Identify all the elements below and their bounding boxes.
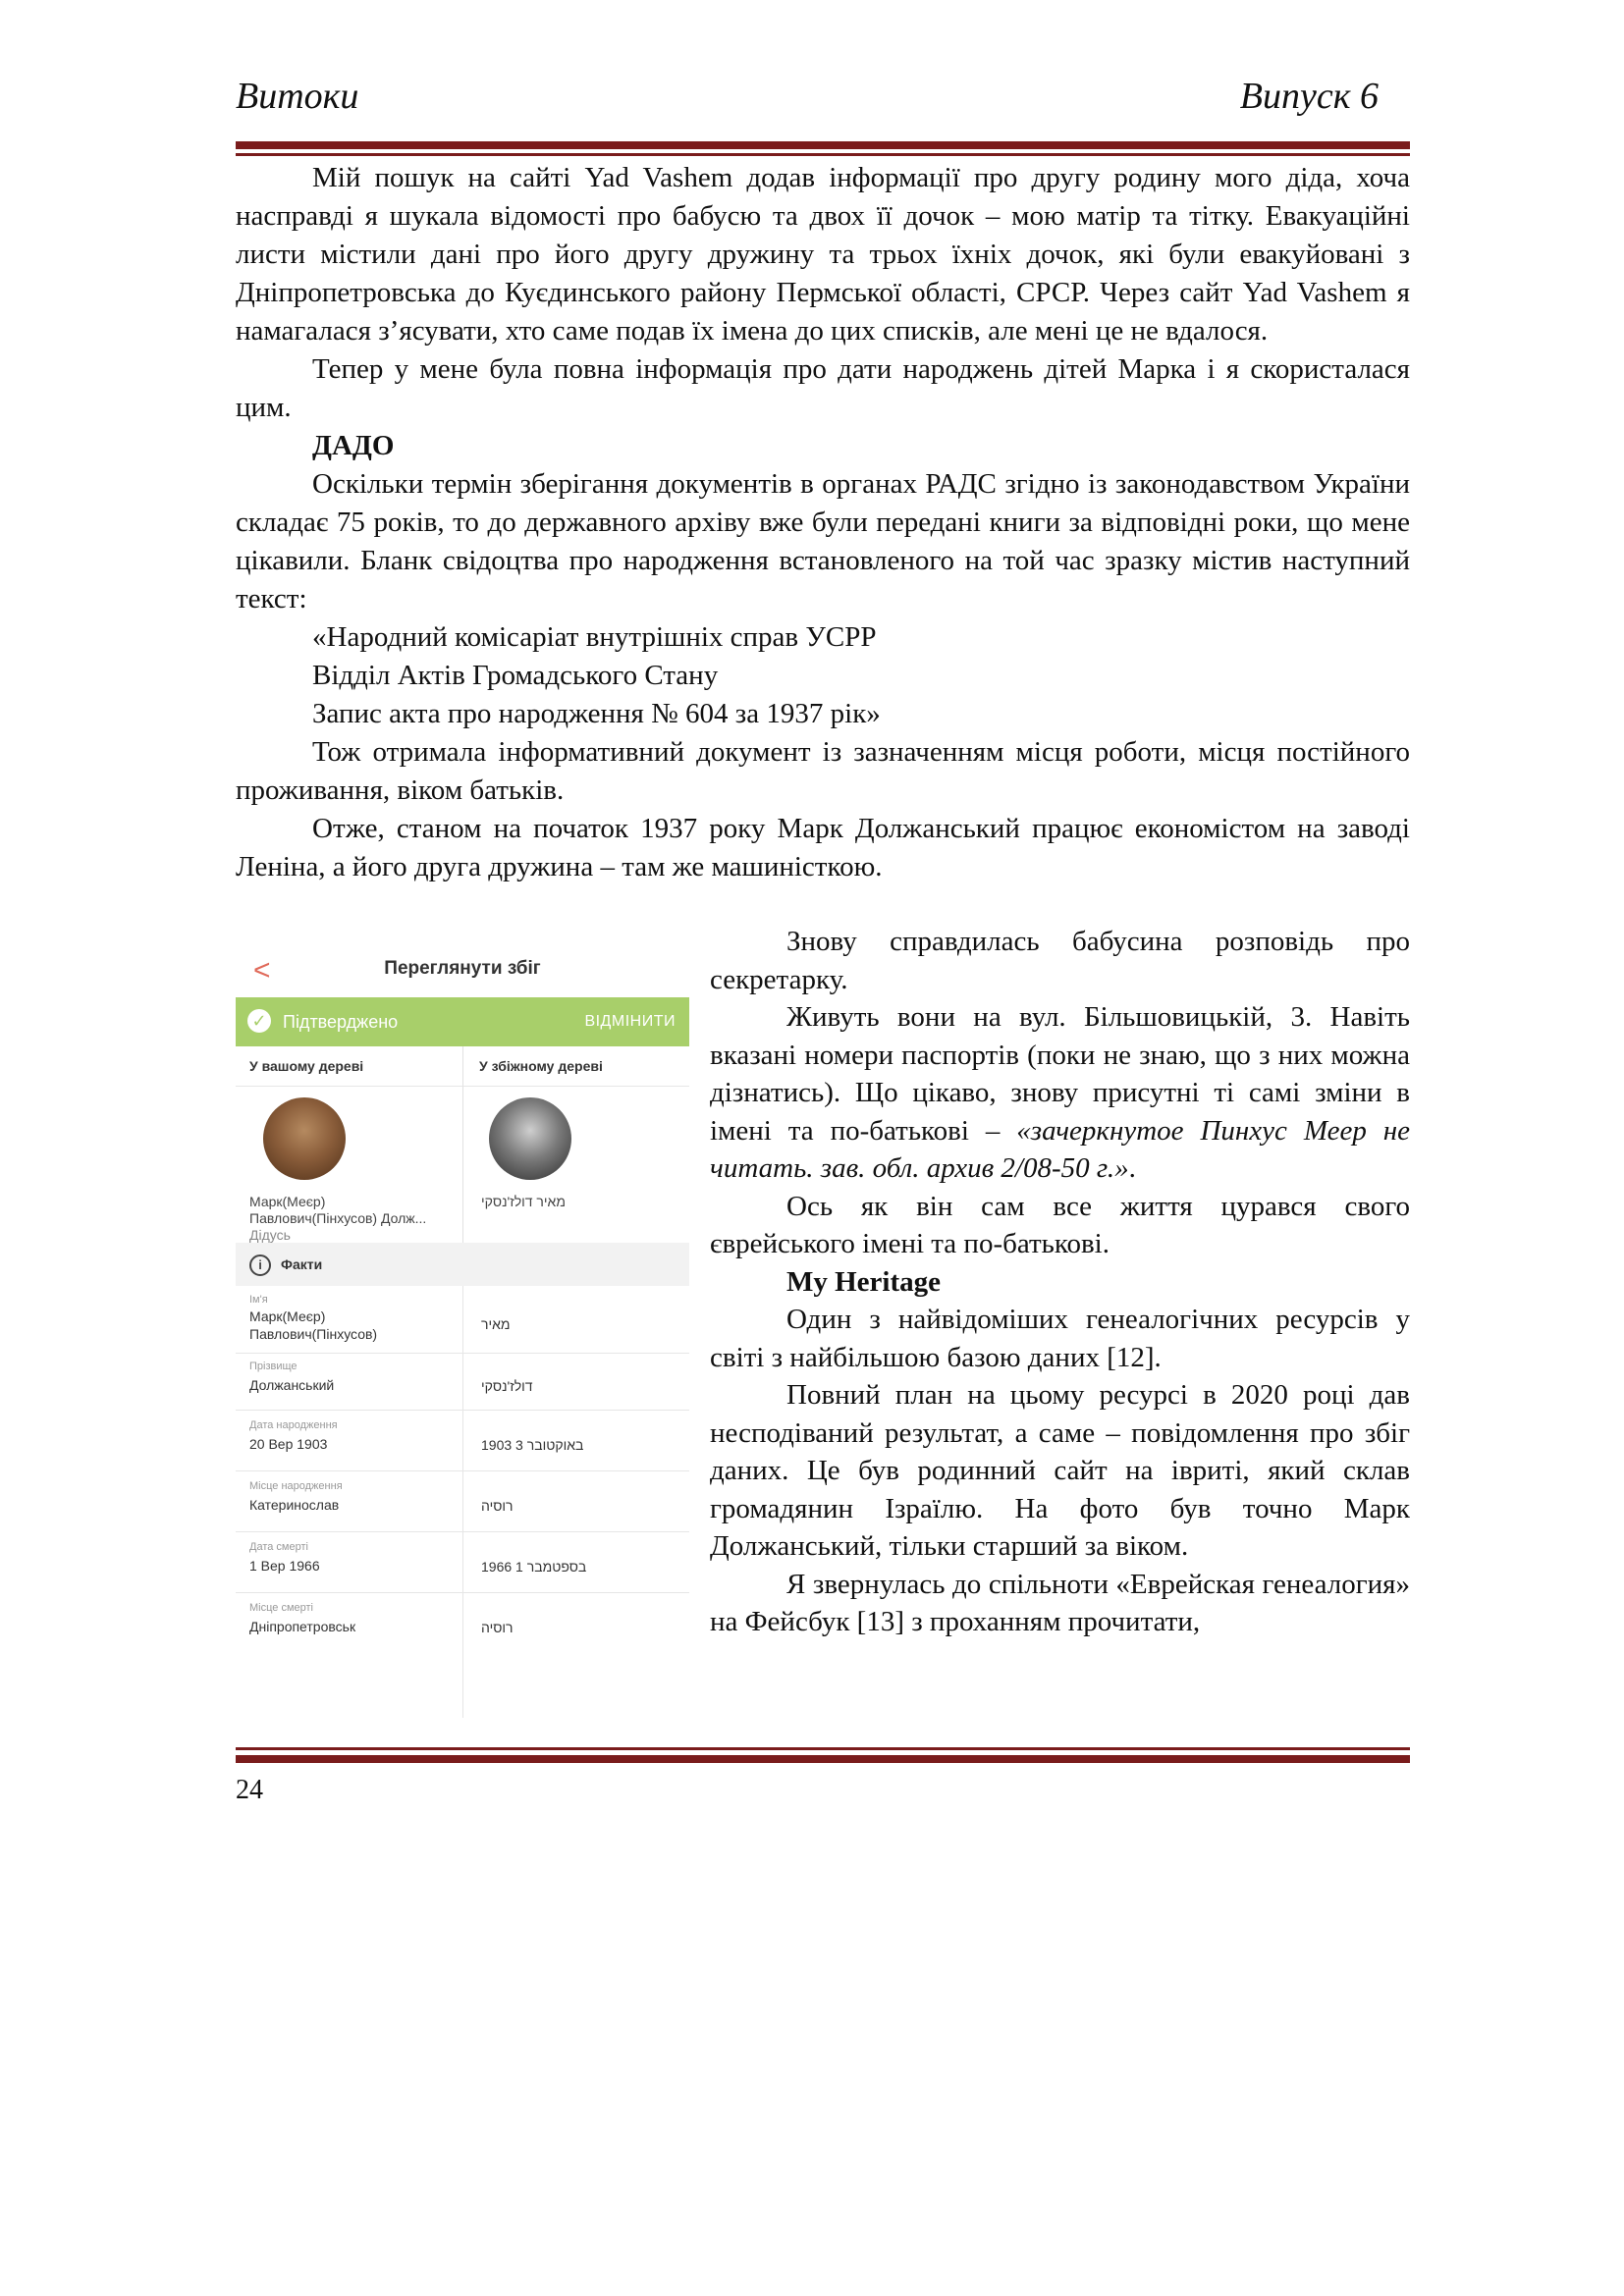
person-left-name: Марк(Меєр) Павлович(Пінхусов) Долж... Дідусь <box>249 1194 427 1243</box>
paragraph-jewish-name: Ось як він сам все життя цурався свого єврейського імені та по-батькові. <box>710 1190 1410 1259</box>
confirmed-bar <box>236 997 689 1046</box>
paragraph-resource: Один з найвідоміших генеалогічних ресурсів у світі з найбільшою базою даних [12]. <box>710 1304 1410 1373</box>
paragraph-birth-dates: Тепер у мене була повна інформація про дати народжень дітей Марка і я скористалася цим. <box>236 353 1410 423</box>
avatar-left-photo <box>263 1097 346 1180</box>
paragraph-archive: Оскільки термін зберігання документів в органах РАДС згідно із законодавством України складає 75 років, то до державного архіву вже були передані книги за відповідні роки, що мене цікавили. Бланк свідоцтва про народження встановленого на той час зразку містив наступний текст: <box>236 468 1410 614</box>
myheritage-match-screenshot: < Переглянути збіг ✓ Підтверджено ВІДМІНИТИ У вашому дереві У збіжному дереві Марк(Меєр) Павлович(Пінхусов) Долж... Дідусь מאיר דולז'נסקי i Факти Ім'я Марк(Меєр) Павлович(Пінхусов) מאיר Прізвище Должанський דולז'נסקי Дата народження 20 Вер 1903 1903 3 באוקטובר Місце народження Катеринослав רוסיה Дата смерті 1 Вер 1966 1966 1 בספטמבר Місце смерті Дніпропетровськ רוסיה <box>236 940 689 1718</box>
col-match-tree: У збіжному дереві <box>479 1058 603 1074</box>
running-header-title: Витоки <box>236 76 359 117</box>
quote-line-2: Відділ Актів Громадського Стану <box>312 660 719 691</box>
paragraph-address: Живуть вони на вул. Більшовицькій, 3. Навіть вказані номери паспортів (поки не знаю, що з них можна дізнатись). Що цікаво, знову присутні ті самі зміни в імені та по-батькові – «зачеркнутое Пинхус Меер не читать. зав. обл. архив 2/08-50 г.». <box>710 1001 1410 1184</box>
quote-line-1: «Народний комісаріат внутрішніх справ УСРР <box>312 621 877 653</box>
body-text-right-column <box>710 923 1410 1641</box>
check-circle-icon: ✓ <box>247 1009 271 1033</box>
paragraph-match: Повний план на цьому ресурсі в 2020 році дав несподіваний результат, а саме – повідомлення про збіг даних. Це був родинний сайт на івриті, який склав громадянин Ізраїлю. На фото був точно Марк Должанський, тільки старший за віком. <box>710 1379 1410 1562</box>
running-header-issue: Випуск 6 <box>1239 76 1379 117</box>
avatar-right-photo <box>489 1097 571 1180</box>
facts-label: Факти <box>281 1256 323 1272</box>
facts-header <box>236 1243 689 1286</box>
quote-line-3: Запис акта про народження № 604 за 1937 рік» <box>312 698 881 729</box>
section-heading-myheritage: My Heritage <box>786 1265 942 1298</box>
section-heading-dado: ДАДО <box>312 430 395 461</box>
back-chevron-icon[interactable]: < <box>253 954 271 987</box>
header-rule-thick <box>236 141 1410 149</box>
header-rule-thin <box>236 153 1410 156</box>
person-right-name: מאיר דולז'נסקי <box>481 1194 566 1209</box>
footer-rule-thick <box>236 1755 1410 1763</box>
page-number: 24 <box>236 1775 263 1805</box>
col-your-tree: У вашому дереві <box>249 1058 364 1074</box>
cancel-button[interactable]: ВІДМІНИТИ <box>584 1013 676 1030</box>
footer-rule-thin <box>236 1747 1410 1750</box>
paragraph-secretary: Знову справдилась бабусина розповідь про секретарку. <box>710 926 1410 995</box>
body-text-top <box>236 159 1410 886</box>
archive-note-italic: «зачеркнутое Пинхус Меер не читать. зав. обл. архив 2/08-50 г.» <box>710 1114 1410 1184</box>
paragraph-yad-vashem: Мій пошук на сайті Yad Vashem додав інформації про другу родину мого діда, хоча насправді я шукала відомості про бабусю та двох її дочок – мою матір та тітку. Евакуаційні листи містили дані про його другу дружину та трьох їхніх дочок, які були евакуйовані з Дніпропетровська до Куєдинського району Пермської області, СРСР. Через сайт Yad Vashem я намагалася з’ясувати, хто саме подав їх імена до цих списків, але мені це не вдалося. <box>236 162 1410 347</box>
app-topbar <box>236 940 689 997</box>
confirmed-label: Підтверджено <box>283 1012 399 1032</box>
info-icon: i <box>249 1255 271 1276</box>
paragraph-document: Тож отримала інформативний документ із зазначенням місця роботи, місця постійного проживання, віком батьків. <box>236 736 1410 806</box>
paragraph-facebook: Я звернулась до спільноти «Еврейская генеалогия» на Фейсбук [13] з проханням прочитати, <box>710 1568 1410 1637</box>
paragraph-1937: Отже, станом на початок 1937 року Марк Должанський працює економістом на заводі Леніна, а його друга дружина – там же машиністкою. <box>236 813 1410 882</box>
app-title: Переглянути збіг <box>384 958 541 979</box>
